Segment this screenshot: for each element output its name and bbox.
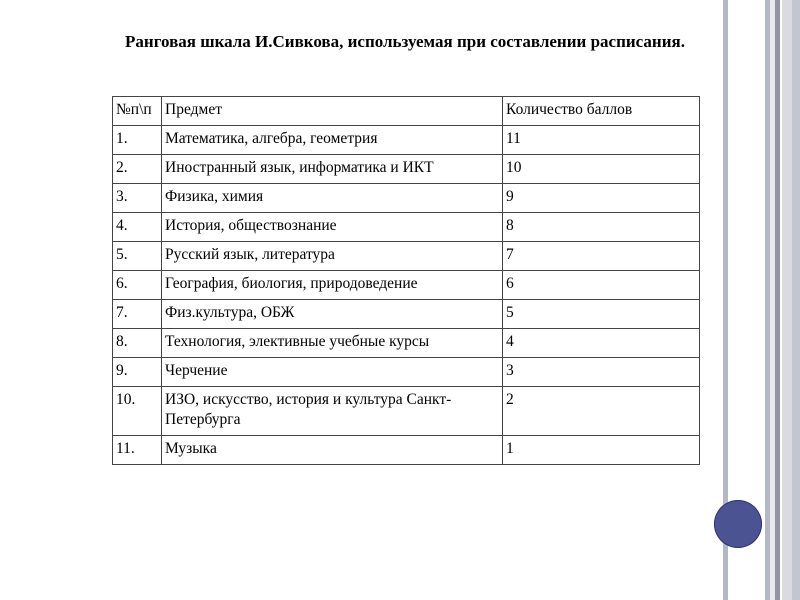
row-number: 11. — [113, 436, 162, 465]
table-row — [113, 358, 700, 387]
row-subject: История, обществознание — [162, 213, 503, 242]
table-row — [113, 271, 700, 300]
slide-title: Ранговая шкала И.Сивкова, используемая при составлении расписания. — [125, 32, 685, 51]
row-number: 9. — [113, 358, 162, 387]
row-score: 11 — [503, 126, 700, 155]
row-score: 9 — [503, 184, 700, 213]
row-number: 8. — [113, 329, 162, 358]
row-subject: Физика, химия — [162, 184, 503, 213]
row-number: 2. — [113, 155, 162, 184]
row-subject: Математика, алгебра, геометрия — [162, 126, 503, 155]
row-subject: Технология, элективные учебные курсы — [162, 329, 503, 358]
row-number: 1. — [113, 126, 162, 155]
table-row — [113, 329, 700, 358]
table-row — [113, 155, 700, 184]
row-subject: Физ.культура, ОБЖ — [162, 300, 503, 329]
row-score: 7 — [503, 242, 700, 271]
decorative-circle — [714, 500, 762, 548]
header-subject: Предмет — [162, 97, 503, 126]
row-number: 5. — [113, 242, 162, 271]
row-subject: Русский язык, литература — [162, 242, 503, 271]
header-score: Количество баллов — [503, 97, 700, 126]
row-subject: Иностранный язык, информатика и ИКТ — [162, 155, 503, 184]
row-subject: Черчение — [162, 358, 503, 387]
row-subject: География, биология, природоведение — [162, 271, 503, 300]
table-row — [113, 300, 700, 329]
row-subject: ИЗО, искусство, история и культура Санкт-Петербурга — [162, 387, 503, 436]
side-stripe-6 — [792, 0, 800, 600]
row-subject: Музыка — [162, 436, 503, 465]
table-row — [113, 387, 700, 436]
table-header-row — [113, 97, 700, 126]
table-row — [113, 126, 700, 155]
row-score: 4 — [503, 329, 700, 358]
row-number: 7. — [113, 300, 162, 329]
row-score: 3 — [503, 358, 700, 387]
row-number: 10. — [113, 387, 162, 436]
ranking-table — [112, 96, 700, 465]
row-score: 1 — [503, 436, 700, 465]
table-row — [113, 242, 700, 271]
row-score: 8 — [503, 213, 700, 242]
table-row — [113, 213, 700, 242]
table-row — [113, 184, 700, 213]
row-score: 6 — [503, 271, 700, 300]
row-number: 6. — [113, 271, 162, 300]
row-score: 2 — [503, 387, 700, 436]
row-number: 4. — [113, 213, 162, 242]
header-number: №п\п — [113, 97, 162, 126]
row-score: 5 — [503, 300, 700, 329]
table-row — [113, 436, 700, 465]
row-score: 10 — [503, 155, 700, 184]
row-number: 3. — [113, 184, 162, 213]
